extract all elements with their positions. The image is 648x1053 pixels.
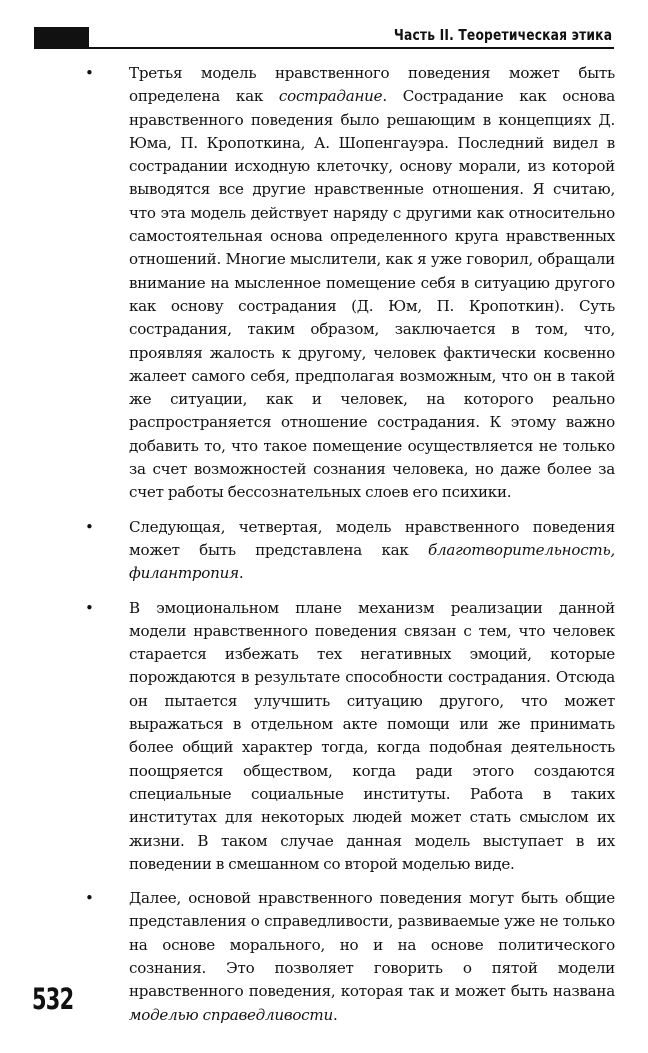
list-item [85,62,615,505]
paragraph: Далее, основой нравственного поведения могут быть общие представления о справедливости, развиваемые уже не только на основе морального, но и на основе политического сознания. Это позволяет говорить о пятой модели нравственного поведения, которая так и может быть названа моделью справедливости. [129,889,615,1024]
header-black-block [34,27,89,47]
bullet-icon: • [85,598,94,617]
emphasis: моделью справедливости [129,1005,333,1024]
emphasis: благотворительность, филантропия [129,540,615,583]
header-rule [34,47,614,49]
paragraph: В эмоциональном плане механизм реализации данной модели нравственного поведения связан с тем, что человек старается избежать тех негативных эмоций, которые порождаются в результате способности сострадания. Отсюда он пытается улучшить ситуацию другого, что может выражаться в отдельном акте помощи или же принимать более общий характер тогда, когда подобная деятельность поощряется обществом, когда ради этого создаются специальные социальные институты. Работа в таких институтах для некоторых людей может стать смыслом их жизни. В таком случае данная модель выступает в их поведении в смешанном со второй моделью виде. [129,598,615,873]
list-item [85,597,615,877]
page-body [85,62,615,1038]
list-item [85,887,615,1027]
paragraph: Третья модель нравственного поведения может быть определена как сострадание. Сострадание как основа нравственного поведения было решающим в концепциях Д. Юма, П. Кропоткина, А. Шопенгауэра. Последний видел в сострадании исходную клеточку, основу морали, из которой выводятся все другие нравственные отношения. Я считаю, что эта модель действует наряду с другими как относительно самостоятельная основа определенного круга нравственных отношений. Многие мыслители, как я уже говорил, обращали внимание на мысленное помещение себя в ситуацию другого как основу сострадания (Д. Юм, П. Кропоткин). Суть сострадания, таким образом, заключается в том, что, проявляя жалость к другому, человек фактически косвенно жалеет самого себя, предполагая возможным, что он в такой же ситуации, как и человек, на которого реально распространяется отношение сострадания. К этому важно добавить то, что такое помещение осуществляется не только за счет возможностей сознания человека, но даже более за счет работы бессознательных слоев его психики. [129,64,615,502]
page-number: 532 [32,982,74,1016]
bullet-icon: • [85,64,94,82]
list-item [85,516,615,586]
running-head: Часть II. Теоретическая этика [393,26,612,44]
emphasis: сострадание [278,87,383,106]
bullet-icon: • [85,889,94,908]
paragraph: Следующая, четвертая, модель нравственного поведения может быть представлена как благотворительность, филантропия. [129,517,615,583]
bullet-icon: • [85,517,94,536]
